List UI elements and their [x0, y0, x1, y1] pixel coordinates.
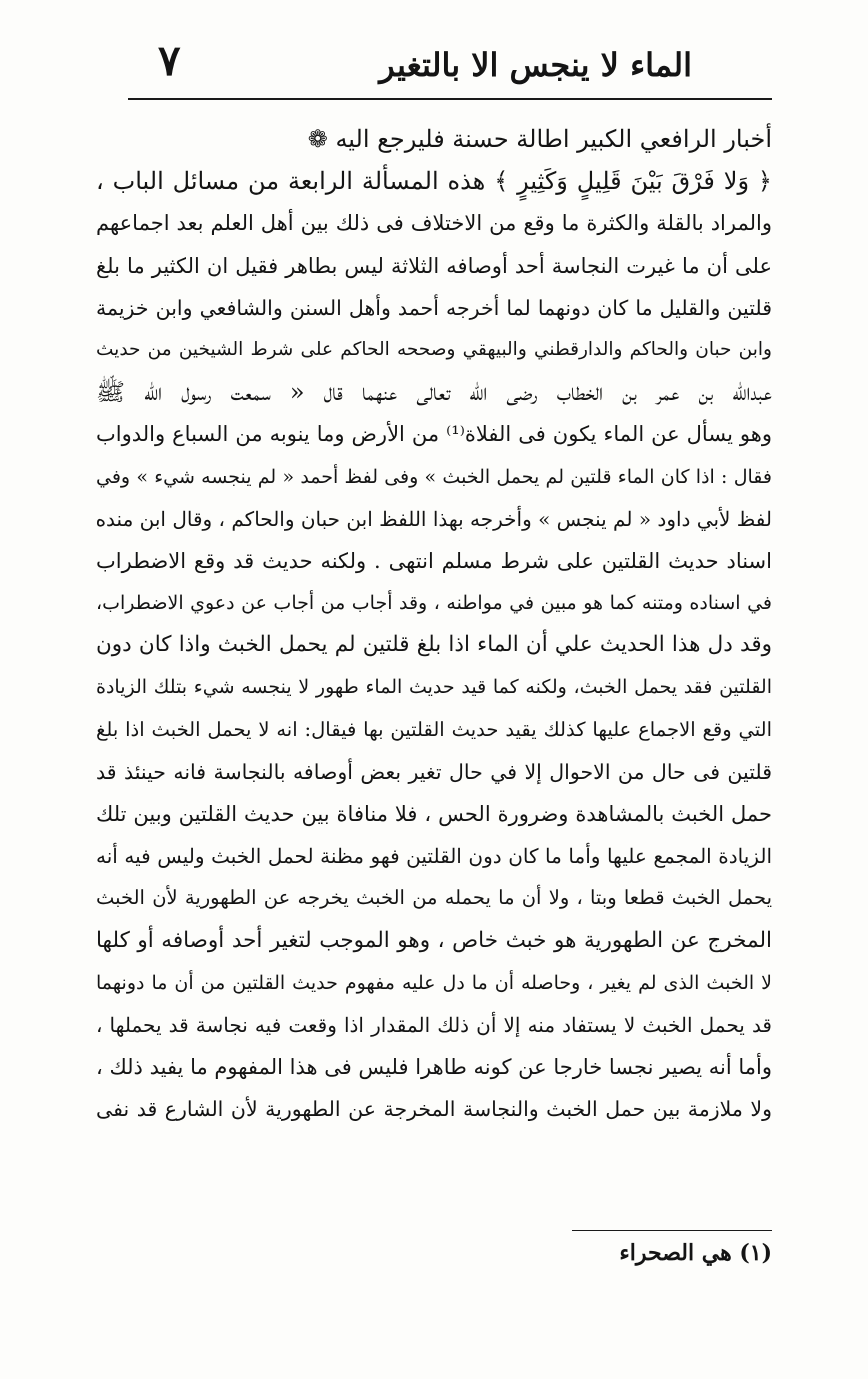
text-line: قلتين فى حال من الاحوال إلا في حال تغير بعض أوصافه بالنجاسة فانه حينئذ قد — [96, 759, 772, 784]
text-line: وابن حبان والحاكم والدارقطني والبيهقي وصححه الحاكم على شرط الشيخين من حديث — [96, 338, 772, 360]
text-line: قد يحمل الخبث لا يستفاد منه إلا أن ذلك المقدار اذا وقعت فيه نجاسة قد يحملها ، — [96, 1012, 772, 1037]
text-line: والمراد بالقلة والكثرة ما وقع من الاختلاف فى ذلك بين أهل العلم بعد اجماعهم — [96, 211, 772, 236]
text-line: ﴿ وَلا فَرْقَ بَيْنَ قَلِيلٍ وَكَثِيرٍ ﴾ هذه المسألة الرابعة من مسائل الباب ، — [96, 167, 772, 196]
text-line: لفظ لأبي داود « لم ينجس » وأخرجه بهذا اللفظ ابن حبان والحاكم ، وقال ابن منده — [95, 506, 772, 531]
running-title: الماء لا ينجس الا بالتغير — [379, 46, 692, 84]
header-rule — [128, 98, 772, 100]
text-line: حمل الخبث بالمشاهدة وضرورة الحس ، فلا منافاة بين حديث القلتين وبين تلك — [96, 802, 772, 826]
text-line: التي وقع الاجماع عليها كذلك يقيد حديث القلتين بها فيقال: انه لا يحمل الخبث اذا بلغ — [96, 717, 772, 741]
text-line: فقال : اذا كان الماء قلتين لم يحمل الخبث » وفى لفظ أحمد « لم ينجسه شيء » وفي — [96, 465, 772, 488]
page-number: ٧ — [158, 36, 181, 85]
footnote-rule — [572, 1230, 772, 1231]
text-line: المخرج عن الطهورية هو خبث خاص ، وهو الموجب لتغير أحد أوصافه أو كلها — [96, 927, 772, 953]
text-line: أخبار الرافعي الكبير اطالة حسنة فليرجع اليه ❁ — [307, 125, 772, 153]
text-line: ولا ملازمة بين حمل الخبث والنجاسة المخرجة عن الطهورية لأن الشارع قد نفى — [96, 1097, 772, 1122]
text-line: على أن ما غيرت النجاسة أحد أوصافه الثلاثة ليس بطاهر فقيل ان الكثير ما بلغ — [96, 253, 772, 278]
text-line: قلتين والقليل ما كان دونهما لما أخرجه أحمد وأهل السنن والشافعي وابن خزيمة — [96, 295, 772, 320]
text-line: عبدالله بن عمر بن الخطاب رضى الله تعالى عنهما قال « سمعت رسول الله ﷺ — [96, 378, 772, 407]
text-line: الزيادة المجمع عليها وأما ما كان دون القلتين فهو مظنة لحمل الخبث وليس فيه أنه — [96, 844, 772, 869]
text-line: يحمل الخبث قطعا وبتا ، ولا أن ما يحمله من الخبث يخرجه عن الطهورية لأن الخبث — [96, 886, 772, 910]
body-text — [96, 118, 772, 1131]
text-line: وقد دل هذا الحديث علي أن الماء اذا بلغ قلتين لم يحمل الخبث واذا كان دون — [96, 632, 772, 658]
text-line: في اسناده ومتنه كما هو مبين في مواطنه ، وقد أجاب من أجاب عن دعوي الاضطراب، — [96, 592, 772, 615]
page-header — [128, 36, 772, 88]
text-line: وهو يسأل عن الماء يكون فى الفلاة⁽¹⁾ من الأرض وما ينوبه من السباع والدواب — [96, 422, 772, 447]
text-line: لا الخبث الذى لم يغير ، وحاصله أن ما دل عليه مفهوم حديث القلتين من أن ما دونهما — [96, 971, 772, 994]
text-line: اسناد حديث القلتين على شرط مسلم انتهى . ولكنه حديث قد وقع الاضطراب — [96, 548, 772, 573]
footnote: (١) هي الصحراء — [619, 1240, 772, 1266]
text-line: وأما أنه يصير نجسا خارجا عن كونه طاهرا فليس فى هذا المفهوم ما يفيد ذلك ، — [96, 1055, 772, 1080]
text-line: القلتين فقد يحمل الخبث، ولكنه كما قيد حديث الماء طهور لا ينجسه شيء بتلك الزيادة — [96, 676, 772, 699]
